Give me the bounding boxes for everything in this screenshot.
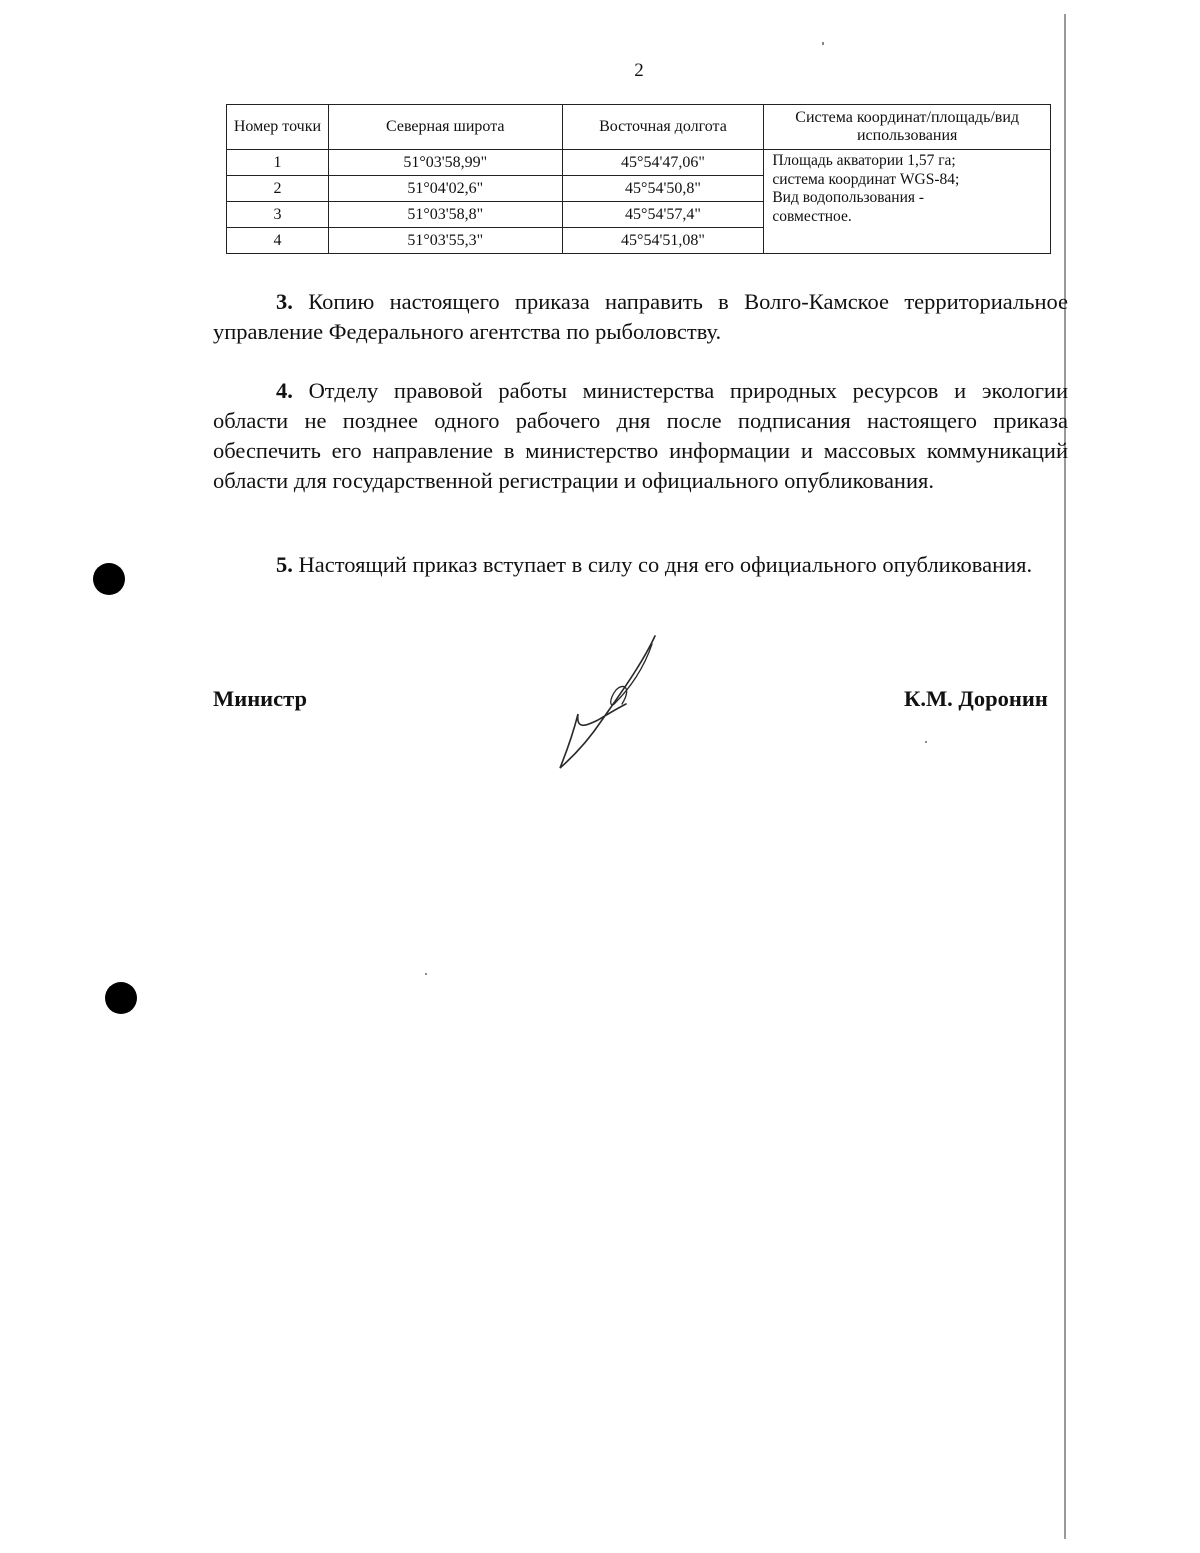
paragraph-text: Копию настоящего приказа направить в Волго-Камское территориальное управление Федерального агентства по рыболовству. <box>213 289 1069 344</box>
punch-hole-mark <box>105 982 137 1014</box>
scan-margin-line <box>1064 14 1066 1539</box>
paragraph-text: Отделу правовой работы министерства природных ресурсов и экологии области не позднее одного рабочего дня после подписания настоящего приказа обеспечить его направление в министерство информации и массовых коммуникаций области для государственной регистрации и официального опубликования. <box>213 378 1069 493</box>
header-point-number: Номер точки <box>227 105 329 150</box>
table-row <box>227 150 1051 176</box>
paragraph-text: Настоящий приказ вступает в силу со дня его официального опубликования. <box>298 552 1033 577</box>
page-number: 2 <box>634 60 644 81</box>
coordinates-table <box>226 104 1051 254</box>
cell-longitude: 45°54'57,4" <box>562 202 764 228</box>
note-line: Вид водопользования - <box>772 189 925 207</box>
paragraph-number: 5. <box>276 552 293 577</box>
cell-system-note <box>764 150 1051 254</box>
cell-point: 3 <box>227 202 329 228</box>
punch-hole-mark <box>93 563 125 595</box>
paragraph-3 <box>213 287 1068 347</box>
signatory-position: Министр <box>213 686 307 711</box>
paragraph-number: 3. <box>276 289 293 314</box>
scan-speck <box>925 741 927 743</box>
paragraph-5 <box>213 550 1068 580</box>
cell-longitude: 45°54'50,8" <box>562 176 764 202</box>
cell-longitude: 45°54'47,06" <box>562 150 764 176</box>
note-line: совместное. <box>772 207 852 225</box>
cell-longitude: 45°54'51,08" <box>562 228 764 254</box>
note-line: система координат WGS-84; <box>772 170 960 188</box>
cell-latitude: 51°03'58,99" <box>328 150 562 176</box>
paragraph-4 <box>213 376 1068 496</box>
cell-point: 2 <box>227 176 329 202</box>
cell-point: 1 <box>227 150 329 176</box>
header-east-longitude: Восточная долгота <box>562 105 764 150</box>
signatory-name: К.М. Доронин <box>904 686 1048 711</box>
cell-point: 4 <box>227 228 329 254</box>
header-north-latitude: Северная широта <box>328 105 562 150</box>
note-line: Площадь акватории 1,57 га; <box>772 152 956 169</box>
cell-latitude: 51°03'58,8" <box>328 202 562 228</box>
scan-speck <box>425 973 427 975</box>
header-system-area-use: Система координат/площадь/вид использования <box>764 105 1051 150</box>
scan-speck <box>822 42 824 45</box>
handwritten-signature <box>550 630 670 775</box>
cell-latitude: 51°03'55,3" <box>328 228 562 254</box>
paragraph-number: 4. <box>276 378 293 403</box>
table-header-row <box>227 105 1051 150</box>
cell-latitude: 51°04'02,6" <box>328 176 562 202</box>
